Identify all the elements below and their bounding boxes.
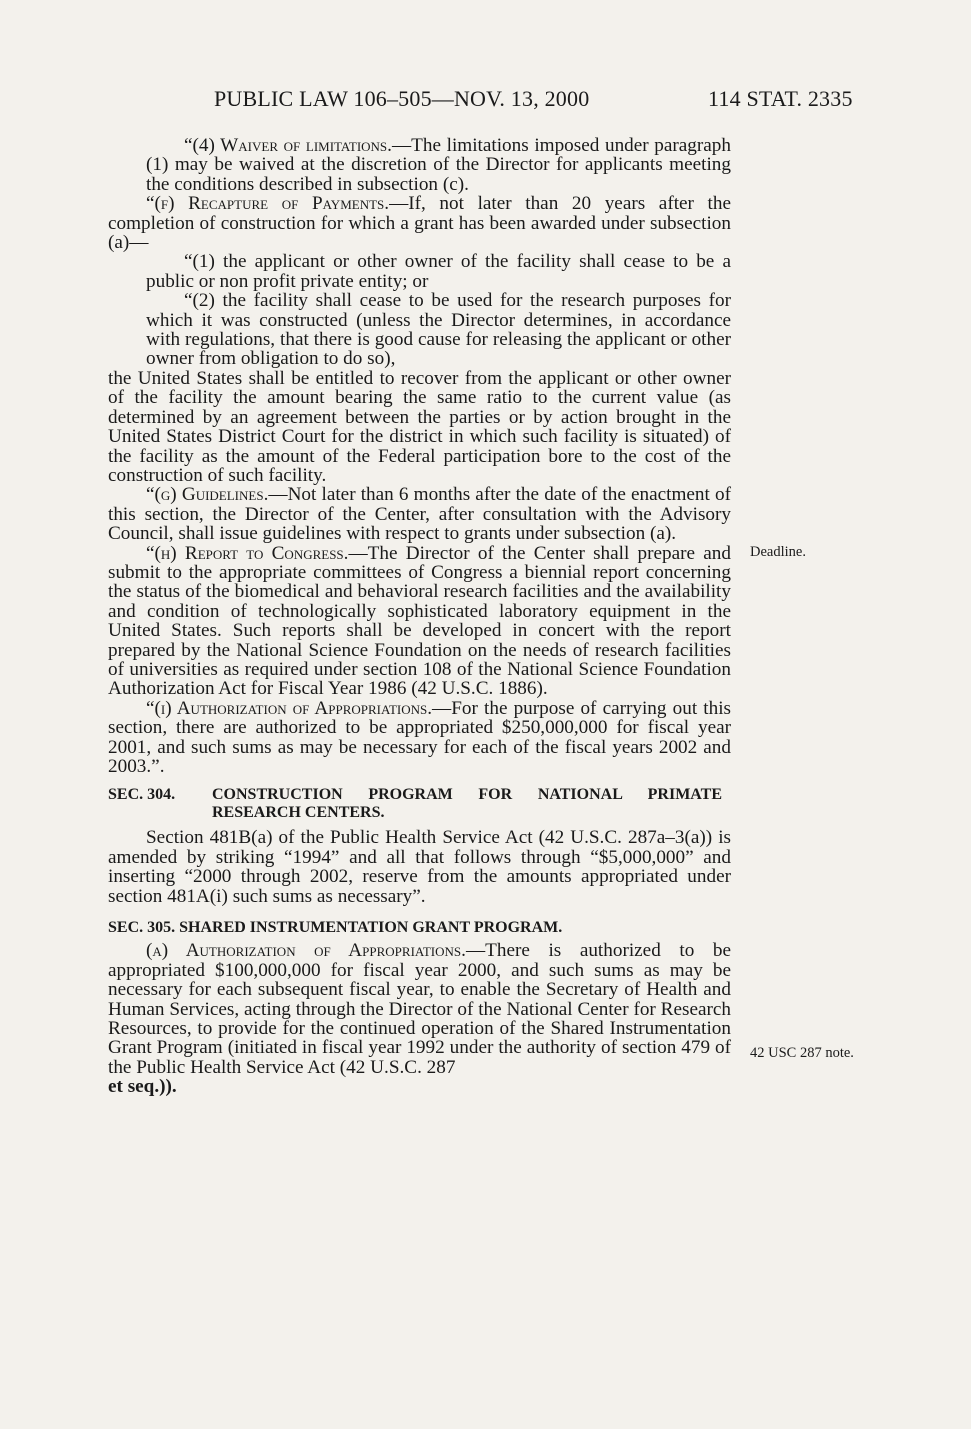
paragraph-waiver bbox=[108, 136, 731, 194]
section-number: SEC. 304. bbox=[108, 786, 176, 804]
paragraph-text: —Not later than 6 months after the date of the enactment of this section, the Director of the Center, after consultation with the Advisory Council, shall issue guidelines with respect to grants under subsection (a). bbox=[108, 484, 731, 545]
paragraph-text: —There is authorized to be appropriated $100,000,000 for fiscal year 2000, and such sums as may be necessary for each subsequent fiscal year, to enable the Secretary of Health and Human Services, acting through the Director of the National Center for Research Resources, to provide for the continued operation of the Shared Instrumentation Grant Program (initiated in fiscal year 1992 under the authority of section 479 of the Public Health Service Act (42 U.S.C. 287 bbox=[108, 940, 731, 1078]
paragraph-clause-2: “(2) the facility shall cease to be used for the research purposes for which it was constructed (unless the Director determines, in accordance with regulations, that there is good cause for releasing the applicant or other owner from obligation to do so), bbox=[146, 290, 731, 370]
paragraph-heading: (a) Authorization of Appropriations. bbox=[146, 940, 466, 962]
running-header-stat: 114 STAT. 2335 bbox=[708, 86, 853, 111]
paragraph-heading: “(4) Waiver of limitations. bbox=[184, 135, 392, 156]
paragraph-text: —The limitations imposed under paragraph (1) may be waived at the discretion of the Director for applicants meeting the conditions described in subsection (c). bbox=[146, 135, 731, 195]
paragraph-text: —The Director of the Center shall prepare and submit to the appropriate committees of Congress a biennial report concerning the status of the biomedical and behavioral research facilities and the availability and condition of technologically sophisticated laboratory equipment in the United States. Such reports shall be developed in concert with the report prepared by the National Science Foundation on the needs of research facilities of universities as required under section 108 of the National Science Foundation Authorization Act for Fiscal Year 1986 (42 U.S.C. 1886). bbox=[108, 542, 731, 700]
running-header-title: PUBLIC LAW 106–505—NOV. 13, 2000 bbox=[214, 86, 590, 111]
paragraph-heading: “(h) Report to Congress. bbox=[146, 542, 349, 564]
paragraph-clause-1: “(1) the applicant or other owner of the facility shall cease to be a public or non profit private entity; or bbox=[146, 251, 731, 292]
paragraph-text: —For the purpose of carrying out this section, there are authorized to be appropriated $250,000,000 for fiscal year 2001, and such sums as may be necessary for each of the fiscal years 2002 and 2003.”. bbox=[108, 697, 731, 777]
paragraph-recovery: the United States shall be entitled to recover from the applicant or other owner of the facility the amount bearing the same ratio to the current value (as determined by an agreement between the parties or by action brought in the United States District Court for the district in which such facility is situated) of the facility as the amount of the Federal participation bore to the cost of the construction of such facility. bbox=[108, 367, 731, 486]
paragraph-recapture bbox=[108, 194, 731, 252]
paragraph-section-304: Section 481B(a) of the Public Health Service Act (42 U.S.C. 287a–3(a)) is amended by striking “1994” and all that follows through “$5,000,000” and inserting “2000 through 2002, reserve from the amounts appropriated under section 481A(i) such sums as necessary”. bbox=[108, 827, 731, 907]
paragraph-text: —If, not later than 20 years after the completion of construction for which a grant has been awarded under subsection (a)— bbox=[108, 193, 731, 254]
paragraph-tail: et seq.)). bbox=[108, 1076, 177, 1098]
paragraph-heading: “(i) Authorization of Appropriations. bbox=[146, 697, 433, 719]
section-title: CONSTRUCTION PROGRAM FOR NATIONAL PRIMATE RESEARCH CENTERS. bbox=[212, 786, 722, 822]
statute-body bbox=[108, 136, 731, 1097]
section-heading-304 bbox=[108, 786, 731, 822]
paragraph-report bbox=[108, 544, 731, 699]
paragraph-heading: “(g) Guidelines. bbox=[146, 484, 269, 506]
margin-note-deadline: Deadline. bbox=[750, 544, 806, 560]
paragraph-appropriations bbox=[108, 699, 731, 777]
margin-note-usc: 42 USC 287 note. bbox=[750, 1045, 854, 1061]
paragraph-section-305 bbox=[108, 941, 731, 1096]
paragraph-guidelines bbox=[108, 485, 731, 543]
section-heading-305: SEC. 305. SHARED INSTRUMENTATION GRANT PROGRAM. bbox=[108, 919, 563, 937]
paragraph-heading: “(f) Recapture of Payments. bbox=[146, 193, 390, 215]
